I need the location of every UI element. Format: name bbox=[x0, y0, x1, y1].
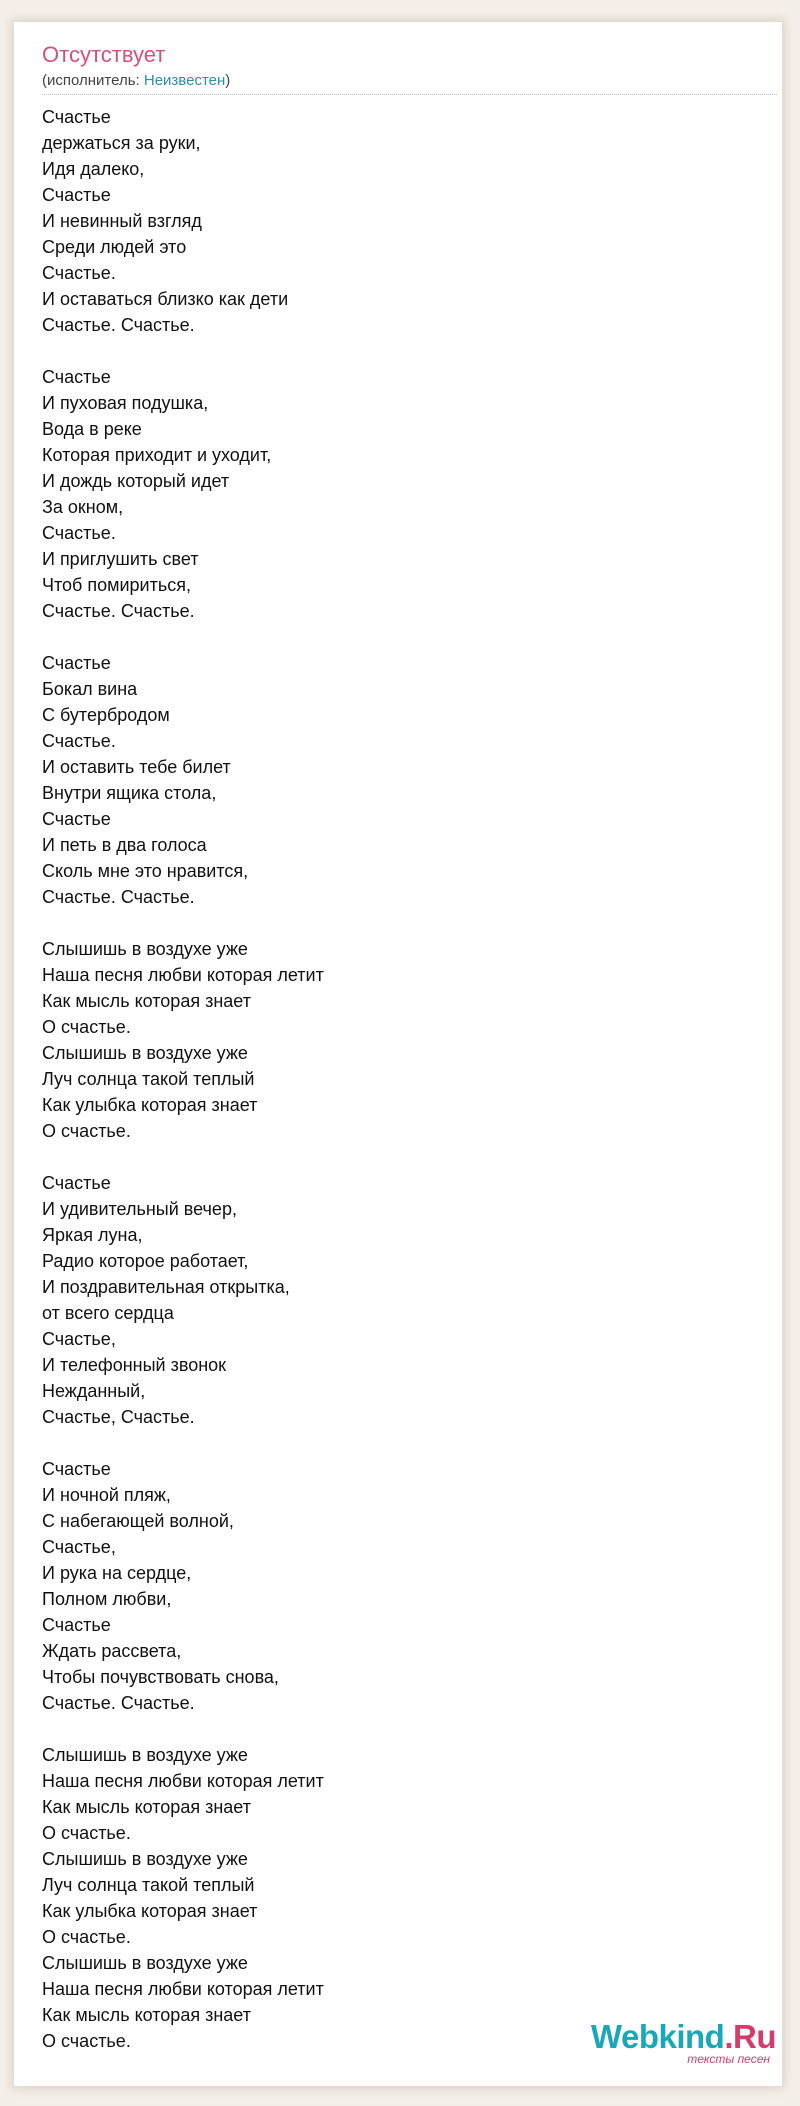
lyric-line: О счастье. bbox=[42, 1017, 131, 1037]
lyric-line: Луч солнца такой теплый bbox=[42, 1875, 255, 1895]
lyric-line: И приглушить свет bbox=[42, 549, 199, 569]
lyric-line: Наша песня любви которая летит bbox=[42, 965, 324, 985]
lyric-line: Слышишь в воздухе уже bbox=[42, 1849, 248, 1869]
lyric-line: О счастье. bbox=[42, 1823, 131, 1843]
lyric-line: Как мысль которая знает bbox=[42, 991, 251, 1011]
lyrics-card bbox=[14, 22, 782, 2086]
lyric-line: И поздравительная открытка, bbox=[42, 1277, 290, 1297]
lyric-line: И пуховая подушка, bbox=[42, 393, 209, 413]
lyric-line: Счастье bbox=[42, 809, 111, 829]
lyric-line: Луч солнца такой теплый bbox=[42, 1069, 255, 1089]
lyric-line: от всего сердца bbox=[42, 1303, 174, 1323]
lyric-line: Как мысль которая знает bbox=[42, 2005, 251, 2025]
site-logo[interactable] bbox=[584, 2019, 776, 2067]
lyric-line: Счастье bbox=[42, 1615, 111, 1635]
byline-suffix: ) bbox=[225, 72, 231, 89]
song-title: Отсутствует bbox=[42, 42, 166, 67]
lyric-line: Счастье, Счастье. bbox=[42, 1407, 195, 1427]
lyric-line: Сколь мне это нравится, bbox=[42, 861, 249, 881]
lyric-line: Ждать рассвета, bbox=[42, 1641, 182, 1661]
lyric-line: О счастье. bbox=[42, 1121, 131, 1141]
logo-name: Webkind bbox=[590, 2018, 725, 2055]
lyric-line: И дождь который идет bbox=[42, 471, 230, 491]
lyric-line: Счастье, bbox=[42, 1329, 116, 1349]
lyric-line: Чтоб помириться, bbox=[42, 575, 191, 595]
lyric-stanza bbox=[42, 1170, 762, 1430]
lyric-line: О счастье. bbox=[42, 1927, 131, 1947]
lyric-line: Чтобы почувствовать снова, bbox=[42, 1667, 279, 1687]
lyric-line: Слышишь в воздухе уже bbox=[42, 1953, 248, 1973]
lyric-stanza bbox=[42, 936, 762, 1144]
lyric-line: С набегающей волной, bbox=[42, 1511, 234, 1531]
lyric-line: Счастье. bbox=[42, 263, 116, 283]
lyric-line: С бутербродом bbox=[42, 705, 170, 725]
lyric-line: Счастье bbox=[42, 653, 111, 673]
lyric-line: И оставаться близко как дети bbox=[42, 289, 289, 309]
lyric-line: Бокал вина bbox=[42, 679, 138, 699]
logo-wordmark bbox=[591, 2019, 776, 2055]
lyric-stanza bbox=[42, 1456, 762, 1716]
lyric-line: Счастье bbox=[42, 367, 111, 387]
title-divider bbox=[42, 94, 777, 95]
lyric-line: Полном любви, bbox=[42, 1589, 172, 1609]
lyric-line: Как улыбка которая знает bbox=[42, 1901, 258, 1921]
lyric-line: Как мысль которая знает bbox=[42, 1797, 251, 1817]
lyric-line: Слышишь в воздухе уже bbox=[42, 939, 248, 959]
logo-tld: .Ru bbox=[724, 2018, 776, 2055]
byline-prefix: (исполнитель: bbox=[42, 72, 144, 89]
lyric-line: Слышишь в воздухе уже bbox=[42, 1745, 248, 1765]
lyric-line: Счастье bbox=[42, 107, 111, 127]
lyric-line: Наша песня любви которая летит bbox=[42, 1979, 324, 1999]
lyric-line: Внутри ящика стола, bbox=[42, 783, 217, 803]
lyric-stanza bbox=[42, 104, 762, 338]
lyric-line: О счастье. bbox=[42, 2031, 131, 2051]
lyric-line: Счастье. Счастье. bbox=[42, 1693, 195, 1713]
lyric-line: Которая приходит и уходит, bbox=[42, 445, 272, 465]
lyric-line: За окном, bbox=[42, 497, 124, 517]
lyric-line: Счастье bbox=[42, 1173, 111, 1193]
lyric-line: Слышишь в воздухе уже bbox=[42, 1043, 248, 1063]
lyric-line: Счастье, bbox=[42, 1537, 116, 1557]
lyric-line: И рука на сердце, bbox=[42, 1563, 192, 1583]
lyric-line: Радио которое работает, bbox=[42, 1251, 249, 1271]
lyric-line: Идя далеко, bbox=[42, 159, 145, 179]
lyric-line: держаться за руки, bbox=[42, 133, 201, 153]
lyric-line: И петь в два голоса bbox=[42, 835, 207, 855]
lyric-line: Счастье bbox=[42, 1459, 111, 1479]
lyric-line: И удивительный вечер, bbox=[42, 1199, 237, 1219]
artist-byline bbox=[42, 72, 230, 90]
lyric-line: Счастье. Счастье. bbox=[42, 315, 195, 335]
lyric-stanza bbox=[42, 364, 762, 624]
lyric-line: Наша песня любви которая летит bbox=[42, 1771, 324, 1791]
lyric-line: Вода в реке bbox=[42, 419, 142, 439]
lyric-line: Счастье. Счастье. bbox=[42, 601, 195, 621]
lyric-stanza bbox=[42, 1742, 762, 2054]
artist-link[interactable]: Неизвестен bbox=[143, 72, 226, 89]
lyric-line: Счастье. Счастье. bbox=[42, 887, 195, 907]
logo-tagline: тексты песен bbox=[687, 2052, 770, 2066]
lyric-line: Счастье. bbox=[42, 731, 116, 751]
lyric-line: Счастье. bbox=[42, 523, 116, 543]
lyric-line: И телефонный звонок bbox=[42, 1355, 227, 1375]
lyric-line: И ночной пляж, bbox=[42, 1485, 171, 1505]
lyric-line: И оставить тебе билет bbox=[42, 757, 231, 777]
lyric-line: Счастье bbox=[42, 185, 111, 205]
lyric-line: И невинный взгляд bbox=[42, 211, 202, 231]
lyric-line: Яркая луна, bbox=[42, 1225, 143, 1245]
lyric-line: Нежданный, bbox=[42, 1381, 146, 1401]
lyrics-body bbox=[42, 104, 762, 2080]
lyric-stanza bbox=[42, 650, 762, 910]
lyric-line: Как улыбка которая знает bbox=[42, 1095, 258, 1115]
lyric-line: Среди людей это bbox=[42, 237, 187, 257]
